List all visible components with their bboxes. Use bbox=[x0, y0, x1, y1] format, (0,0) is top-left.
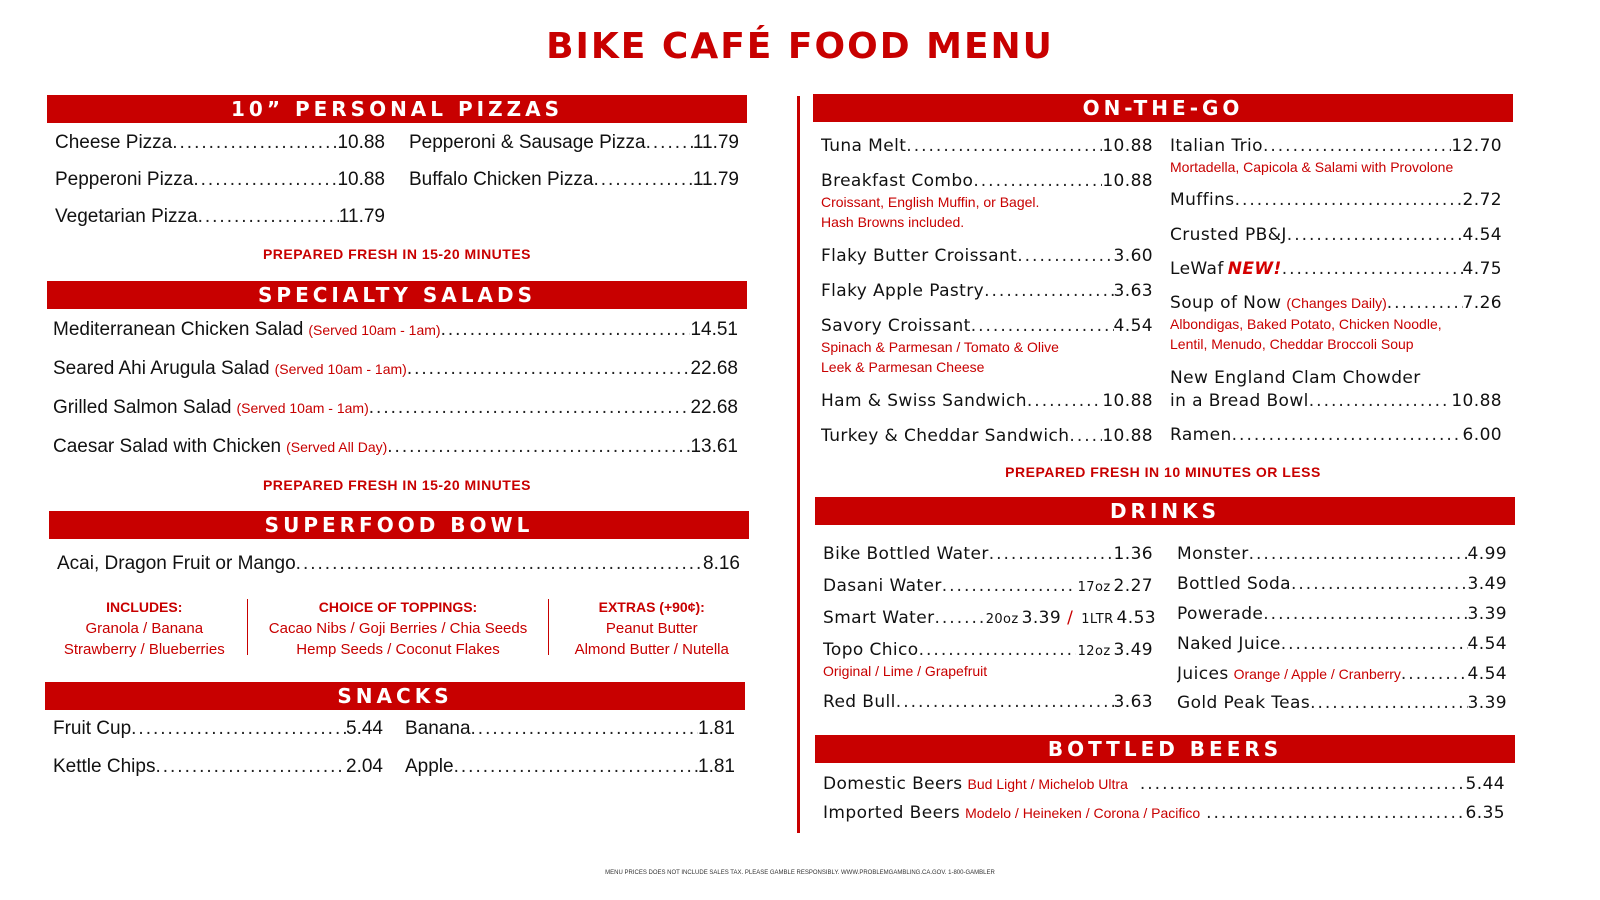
item-name: LeWaf bbox=[1170, 259, 1224, 279]
item-price: 12.70 bbox=[1451, 136, 1502, 156]
menu-item bbox=[405, 756, 735, 778]
leader-dots bbox=[454, 756, 698, 778]
leader-dots bbox=[296, 553, 703, 575]
leader-dots bbox=[906, 136, 1102, 156]
item-price: 4.54 bbox=[1113, 316, 1153, 336]
menu-item bbox=[405, 718, 735, 740]
item-note: (Served 10am - 1am) bbox=[236, 400, 369, 416]
item-name: Muffins bbox=[1170, 190, 1235, 210]
menu-item bbox=[821, 246, 1153, 266]
toppings-line: Cacao Nibs / Goji Berries / Chia Seeds bbox=[268, 620, 528, 637]
item-price: 5.44 bbox=[346, 718, 383, 739]
item-price: 14.51 bbox=[690, 319, 738, 340]
item-price: 3.63 bbox=[1113, 281, 1153, 301]
item-price: 2.27 bbox=[1113, 576, 1153, 596]
column-divider bbox=[797, 96, 800, 833]
menu-item bbox=[55, 169, 385, 191]
item-name: Cheese Pizza bbox=[55, 132, 173, 153]
item-name: Soup of Now bbox=[1170, 293, 1282, 313]
item-description: Croissant, English Muffin, or Bagel. Hash Browns included. bbox=[821, 194, 1040, 230]
leader-dots bbox=[198, 206, 339, 228]
leader-dots bbox=[934, 608, 983, 628]
leader-dots bbox=[1309, 391, 1452, 411]
menu-item bbox=[409, 132, 739, 154]
menu-item bbox=[1170, 225, 1502, 245]
item-size: 17oz bbox=[1077, 580, 1111, 595]
item-name: Tuna Melt bbox=[821, 136, 907, 156]
menu-item bbox=[1177, 664, 1507, 684]
item-price: 3.49 bbox=[1113, 640, 1153, 660]
item-size: 20oz bbox=[985, 612, 1019, 627]
menu-item bbox=[1177, 693, 1507, 713]
item-name: Powerade bbox=[1177, 604, 1264, 624]
item-price: 4.54 bbox=[1467, 664, 1507, 684]
item-note: (Changes Daily) bbox=[1286, 295, 1387, 311]
includes-column bbox=[48, 597, 241, 657]
item-name: Caesar Salad with Chicken bbox=[53, 436, 282, 457]
item-price: 10.88 bbox=[337, 169, 385, 190]
toppings-line: Hemp Seeds / Coconut Flakes bbox=[296, 641, 500, 658]
menu-item bbox=[1177, 574, 1507, 594]
item-price: 22.68 bbox=[690, 358, 738, 379]
section-header-superfood: SUPERFOOD BOWL bbox=[49, 511, 749, 539]
toppings-column bbox=[254, 597, 543, 657]
prep-note: PREPARED FRESH IN 15-20 MINUTES bbox=[262, 477, 532, 493]
leader-dots bbox=[131, 718, 346, 740]
menu-item bbox=[823, 640, 1153, 660]
leader-dots bbox=[1287, 225, 1463, 245]
leader-dots bbox=[593, 169, 692, 191]
menu-item bbox=[1177, 634, 1507, 654]
item-price: 3.39 bbox=[1467, 693, 1507, 713]
item-price: 10.88 bbox=[1102, 136, 1153, 156]
includes-line: Granola / Banana bbox=[85, 620, 204, 637]
menu-item bbox=[1177, 604, 1507, 624]
leader-dots bbox=[1249, 544, 1468, 564]
leader-dots bbox=[973, 171, 1102, 191]
item-name: Vegetarian Pizza bbox=[55, 206, 198, 227]
item-name: Ham & Swiss Sandwich bbox=[821, 391, 1027, 411]
leader-dots bbox=[919, 640, 1076, 660]
extras-column bbox=[555, 597, 748, 657]
item-price: 1.81 bbox=[698, 718, 735, 739]
leader-dots bbox=[971, 316, 1114, 336]
leader-dots bbox=[1027, 391, 1102, 411]
new-badge: NEW! bbox=[1227, 259, 1282, 279]
item-note: Bud Light / Michelob Ultra bbox=[967, 776, 1128, 792]
item-description: Original / Lime / Grapefruit bbox=[823, 663, 988, 679]
menu-item bbox=[823, 608, 1156, 628]
menu-item bbox=[57, 553, 740, 575]
leader-dots bbox=[1206, 803, 1465, 823]
leader-dots bbox=[896, 692, 1114, 712]
leader-dots bbox=[1235, 190, 1463, 210]
leader-dots bbox=[172, 132, 337, 154]
leader-dots bbox=[1017, 246, 1113, 266]
item-name: Imported Beers bbox=[823, 803, 961, 823]
item-note: (Served All Day) bbox=[286, 439, 388, 455]
column-separator bbox=[247, 599, 248, 655]
menu-item bbox=[823, 803, 1505, 823]
leader-dots bbox=[1263, 604, 1467, 624]
menu-item bbox=[1170, 293, 1502, 313]
section-header-beers: BOTTLED BEERS bbox=[815, 735, 1515, 763]
item-name: Apple bbox=[405, 756, 454, 777]
item-name: Juices bbox=[1177, 664, 1229, 684]
menu-item bbox=[821, 426, 1153, 446]
item-name: Kettle Chips bbox=[53, 756, 156, 777]
menu-item bbox=[1170, 136, 1502, 156]
superfood-options bbox=[48, 597, 748, 657]
item-price: 10.88 bbox=[337, 132, 385, 153]
menu-item bbox=[823, 544, 1153, 564]
item-price: 4.54 bbox=[1462, 225, 1502, 245]
leader-dots bbox=[1281, 634, 1468, 654]
item-price: 11.79 bbox=[692, 169, 739, 190]
menu-item bbox=[821, 136, 1153, 156]
item-name: Gold Peak Teas bbox=[1177, 693, 1311, 713]
item-name: Dasani Water bbox=[823, 576, 942, 596]
item-name: Smart Water bbox=[823, 608, 935, 628]
menu-item bbox=[53, 756, 383, 778]
item-name: in a Bread Bowl bbox=[1170, 391, 1309, 411]
item-name: Seared Ahi Arugula Salad bbox=[53, 358, 270, 379]
item-size: 1LTR bbox=[1081, 612, 1114, 627]
item-description: Spinach & Parmesan / Tomato & Olive Leek & Parmesan Cheese bbox=[821, 339, 1059, 375]
item-description: Mortadella, Capicola & Salami with Provolone bbox=[1170, 159, 1454, 175]
extras-line: Almond Butter / Nutella bbox=[574, 641, 729, 658]
menu-item bbox=[53, 436, 738, 458]
item-name: New England Clam Chowder bbox=[1170, 368, 1421, 388]
item-size: 12oz bbox=[1077, 644, 1111, 659]
leader-dots bbox=[984, 281, 1113, 301]
menu-item bbox=[821, 281, 1153, 301]
item-price: 4.54 bbox=[1467, 634, 1507, 654]
item-price: 3.39 bbox=[1021, 608, 1062, 628]
menu-item bbox=[823, 774, 1505, 794]
menu-item bbox=[53, 358, 738, 380]
item-price: 4.75 bbox=[1462, 259, 1502, 279]
menu-item bbox=[823, 692, 1153, 712]
item-price: 6.35 bbox=[1465, 803, 1505, 823]
menu-item bbox=[1177, 544, 1507, 564]
menu-item-line1 bbox=[1170, 368, 1502, 388]
item-name: Ramen bbox=[1170, 425, 1232, 445]
menu-item bbox=[53, 397, 738, 419]
slash-separator: / bbox=[1067, 608, 1074, 628]
item-name: Bike Bottled Water bbox=[823, 544, 989, 564]
leader-dots bbox=[1232, 425, 1463, 445]
menu-item bbox=[821, 391, 1153, 411]
section-header-snacks: SNACKS bbox=[45, 682, 745, 710]
item-price: 10.88 bbox=[1102, 391, 1153, 411]
section-header-onthego: ON-THE-GO bbox=[813, 94, 1513, 122]
toppings-heading: CHOICE OF TOPPINGS: bbox=[318, 599, 478, 615]
leader-dots bbox=[1387, 293, 1463, 313]
item-name: Savory Croissant bbox=[821, 316, 971, 336]
item-price: 2.04 bbox=[346, 756, 383, 777]
item-name: Grilled Salmon Salad bbox=[53, 397, 232, 418]
item-description: Albondigas, Baked Potato, Chicken Noodle, Lentil, Menudo, Cheddar Broccoli Soup bbox=[1170, 316, 1442, 352]
leader-dots bbox=[1291, 574, 1468, 594]
item-note: (Served 10am - 1am) bbox=[308, 322, 441, 338]
menu-item bbox=[409, 169, 739, 191]
item-price: 4.99 bbox=[1467, 544, 1507, 564]
leader-dots bbox=[407, 358, 691, 380]
menu-item bbox=[821, 316, 1153, 336]
leader-dots bbox=[1282, 259, 1463, 279]
item-price: 22.68 bbox=[690, 397, 738, 418]
menu-item bbox=[53, 319, 738, 341]
menu-item bbox=[1170, 425, 1502, 445]
leader-dots bbox=[441, 319, 691, 341]
menu-item bbox=[55, 132, 385, 154]
item-name: Mediterranean Chicken Salad bbox=[53, 319, 304, 340]
item-price: 6.00 bbox=[1462, 425, 1502, 445]
item-price: 7.26 bbox=[1462, 293, 1502, 313]
prep-note: PREPARED FRESH IN 15-20 MINUTES bbox=[262, 246, 532, 262]
item-name: Italian Trio bbox=[1170, 136, 1263, 156]
item-note: Orange / Apple / Cranberry bbox=[1233, 666, 1401, 682]
item-name: Pepperoni Pizza bbox=[55, 169, 194, 190]
section-header-salads: SPECIALTY SALADS bbox=[47, 281, 747, 309]
menu-item bbox=[1170, 259, 1502, 279]
item-name: Monster bbox=[1177, 544, 1249, 564]
prep-note: PREPARED FRESH IN 10 MINUTES OR LESS bbox=[1005, 464, 1321, 480]
item-name: Crusted PB&J bbox=[1170, 225, 1287, 245]
leader-dots bbox=[1140, 774, 1466, 794]
column-separator bbox=[548, 599, 549, 655]
item-name: Flaky Butter Croissant bbox=[821, 246, 1018, 266]
item-price: 11.79 bbox=[338, 206, 385, 227]
item-name: Bottled Soda bbox=[1177, 574, 1291, 594]
item-price: 1.36 bbox=[1113, 544, 1153, 564]
item-price: 3.60 bbox=[1113, 246, 1153, 266]
item-price: 5.44 bbox=[1465, 774, 1505, 794]
item-price: 8.16 bbox=[703, 553, 740, 574]
item-note: Modelo / Heineken / Corona / Pacifico bbox=[965, 805, 1201, 821]
item-price: 11.79 bbox=[692, 132, 739, 153]
section-header-pizzas: 10” PERSONAL PIZZAS bbox=[47, 95, 747, 123]
menu-item bbox=[823, 576, 1153, 596]
item-price: 2.72 bbox=[1462, 190, 1502, 210]
menu-item bbox=[53, 718, 383, 740]
item-name: Banana bbox=[405, 718, 471, 739]
item-price: 10.88 bbox=[1102, 426, 1153, 446]
leader-dots bbox=[942, 576, 1076, 596]
leader-dots bbox=[369, 397, 691, 419]
includes-heading: INCLUDES: bbox=[106, 599, 183, 615]
includes-line: Strawberry / Blueberries bbox=[63, 641, 225, 658]
menu-item bbox=[821, 171, 1153, 191]
section-header-drinks: DRINKS bbox=[815, 497, 1515, 525]
item-name: Breakfast Combo bbox=[821, 171, 974, 191]
leader-dots bbox=[1069, 426, 1102, 446]
item-price: 3.49 bbox=[1467, 574, 1507, 594]
item-price: 3.63 bbox=[1113, 692, 1153, 712]
leader-dots bbox=[989, 544, 1114, 564]
item-price: 10.88 bbox=[1102, 171, 1153, 191]
item-name: Turkey & Cheddar Sandwich bbox=[821, 426, 1070, 446]
leader-dots bbox=[387, 436, 690, 458]
item-price: 1.81 bbox=[698, 756, 735, 777]
extras-heading: EXTRAS (+90¢): bbox=[598, 599, 705, 615]
item-name: Naked Juice bbox=[1177, 634, 1281, 654]
item-price: 3.39 bbox=[1467, 604, 1507, 624]
item-name: Buffalo Chicken Pizza bbox=[409, 169, 594, 190]
leader-dots bbox=[646, 132, 693, 154]
menu-item bbox=[55, 206, 385, 228]
item-name: Fruit Cup bbox=[53, 718, 132, 739]
menu-item bbox=[1170, 190, 1502, 210]
leader-dots bbox=[193, 169, 337, 191]
leader-dots bbox=[1310, 693, 1467, 713]
item-name: Acai, Dragon Fruit or Mango bbox=[57, 553, 296, 574]
item-name: Topo Chico bbox=[823, 640, 919, 660]
leader-dots bbox=[155, 756, 346, 778]
menu-item bbox=[1170, 391, 1502, 411]
item-price: 13.61 bbox=[690, 436, 738, 457]
item-name: Pepperoni & Sausage Pizza bbox=[409, 132, 646, 153]
item-name: Red Bull bbox=[823, 692, 896, 712]
item-name: Domestic Beers bbox=[823, 774, 963, 794]
extras-line: Peanut Butter bbox=[605, 620, 698, 637]
footer-disclaimer: MENU PRICES DOES NOT INCLUDE SALES TAX. PLEASE GAMBLE RESPONSIBLY. WWW.PROBLEMGAMBLING.CA.GOV. 1-800-GAMBLER bbox=[605, 870, 995, 876]
menu-title: BIKE CAFÉ FOOD MENU bbox=[546, 26, 1054, 67]
item-note: (Served 10am - 1am) bbox=[274, 361, 407, 377]
item-price: 10.88 bbox=[1451, 391, 1502, 411]
item-price: 4.53 bbox=[1116, 608, 1156, 628]
leader-dots bbox=[1401, 664, 1468, 684]
leader-dots bbox=[471, 718, 699, 740]
leader-dots bbox=[1263, 136, 1451, 156]
item-name: Flaky Apple Pastry bbox=[821, 281, 985, 301]
